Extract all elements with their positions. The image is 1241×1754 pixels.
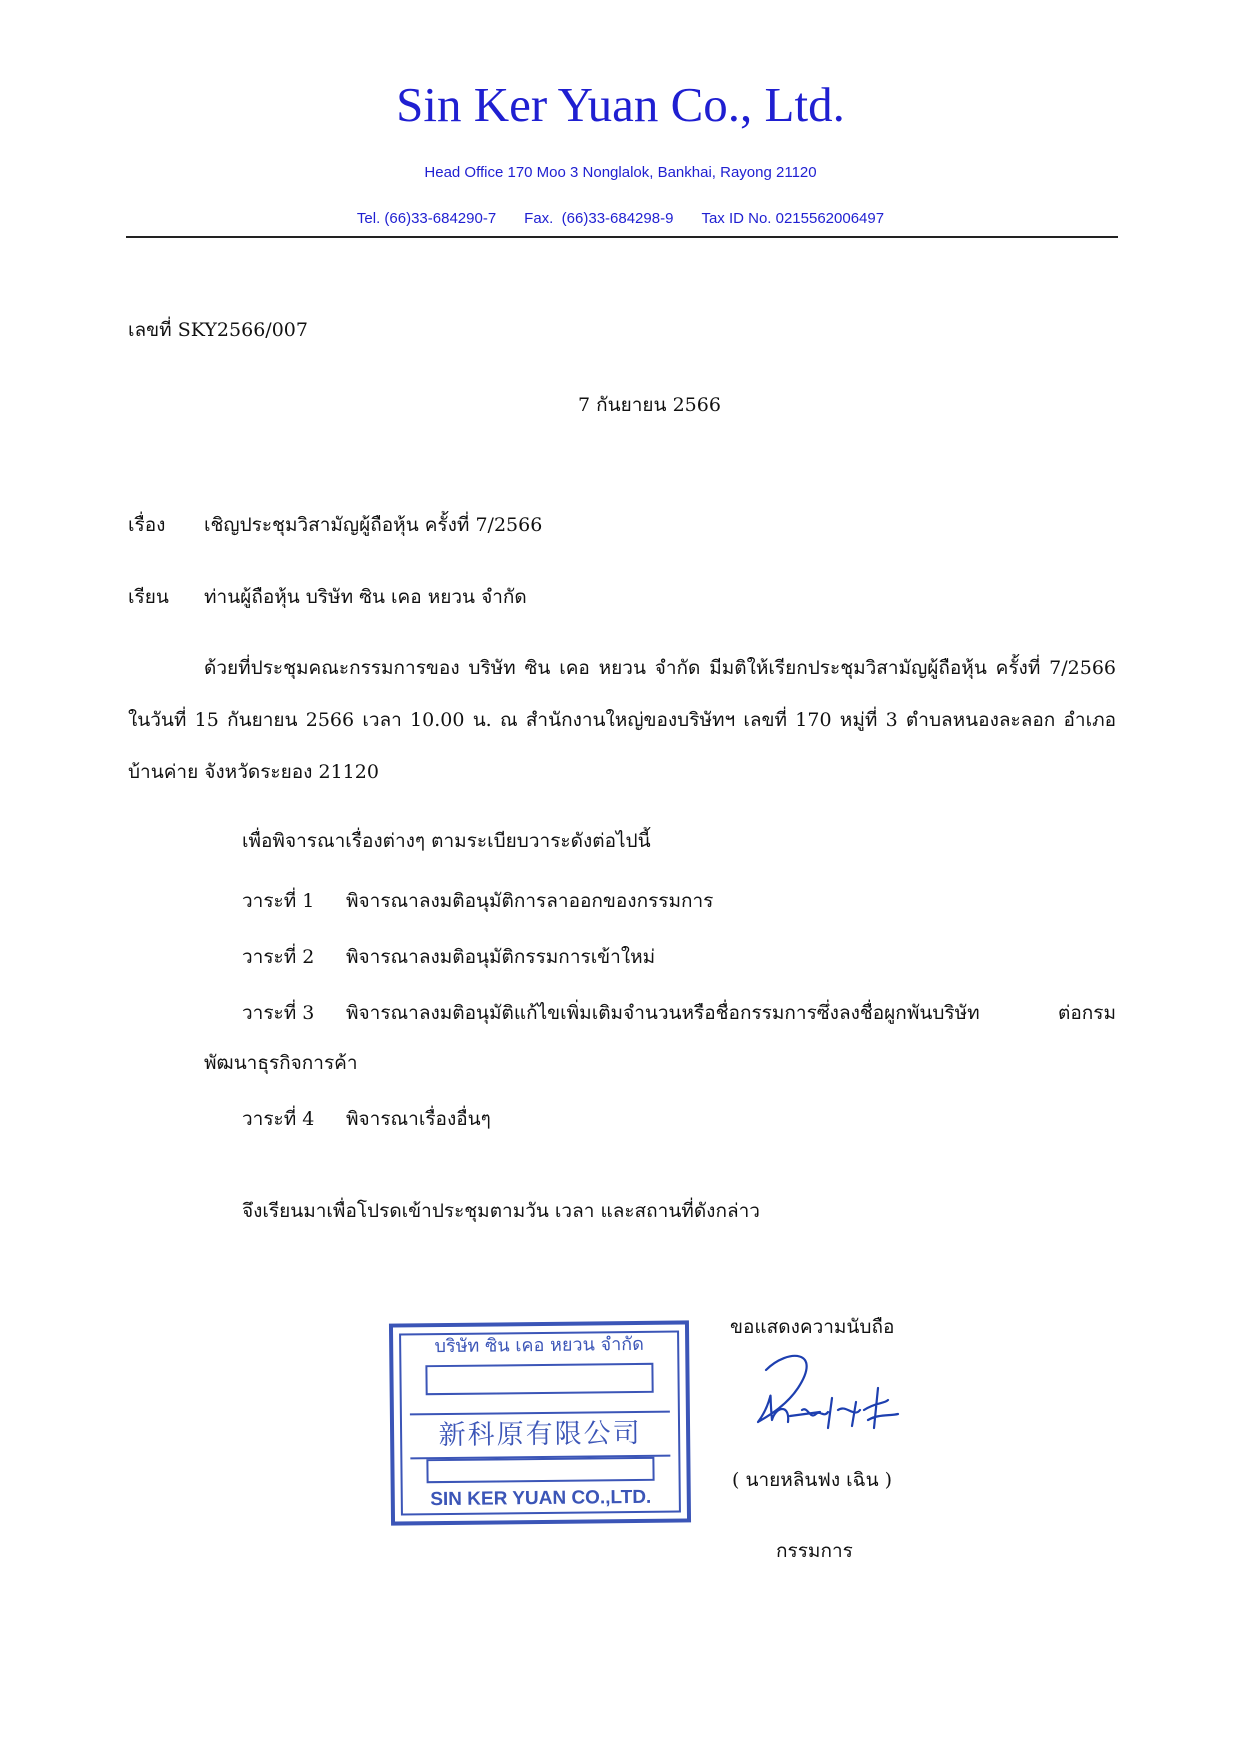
agenda-text-2: พิจารณาลงมติอนุมัติกรรมการเข้าใหม่ xyxy=(346,946,656,968)
signatory-name: ( นายหลินฟง เฉิน ) xyxy=(732,1469,893,1491)
agenda-label-2: วาระที่ 2 xyxy=(242,946,315,968)
agenda-label-1: วาระที่ 1 xyxy=(242,890,315,912)
header-divider xyxy=(126,236,1118,238)
agenda-label-4: วาระที่ 4 xyxy=(242,1108,315,1130)
agenda-intro: เพื่อพิจารณาเรื่องต่างๆ ตามระเบียบวาระดังต่อไปนี้ xyxy=(242,830,651,852)
company-stamp xyxy=(389,1320,691,1525)
stamp-blank-box-bottom xyxy=(426,1457,654,1483)
agenda-label-3: วาระที่ 3 xyxy=(242,1002,315,1024)
agenda-text-3: พิจารณาลงมติอนุมัติแก้ไขเพิ่มเติมจำนวนหรือชื่อกรรมการซึ่งลงชื่อผูกพันบริษัท ต่อกรม xyxy=(346,1002,1116,1024)
letter-date: 7 กันยายน 2566 xyxy=(578,394,721,416)
stamp-english-name: SIN KER YUAN CO.,LTD. xyxy=(430,1486,652,1511)
company-address: Head Office 170 Moo 3 Nonglalok, Bankhai, Rayong 21120 xyxy=(424,164,817,181)
company-contact xyxy=(0,210,1241,227)
agenda-text-4: พิจารณาเรื่องอื่นๆ xyxy=(346,1108,491,1130)
company-name: Sin Ker Yuan Co., Ltd. xyxy=(396,77,845,132)
reference-number: เลขที่ SKY2566/007 xyxy=(128,319,308,341)
stamp-blank-box-top xyxy=(425,1363,653,1395)
regards-text: ขอแสดงความนับถือ xyxy=(730,1316,895,1338)
signatory-position: กรรมการ xyxy=(776,1540,853,1562)
closing-sentence: จึงเรียนมาเพื่อโปรดเข้าประชุมตามวัน เวลา และสถานที่ดังกล่าว xyxy=(242,1200,760,1222)
agenda-text-3-cont: พัฒนาธุรกิจการค้า xyxy=(204,1052,358,1074)
tax-id: Tax ID No. 0215562006497 xyxy=(701,210,885,227)
recipient-label: เรียน xyxy=(128,586,169,608)
recipient-text: ท่านผู้ถือหุ้น บริษัท ซิน เคอ หยวน จำกัด xyxy=(204,586,527,608)
fax-number: Fax. (66)33-684298-9 xyxy=(524,210,674,227)
stamp-thai-name: บริษัท ซิน เคอ หยวน จำกัด xyxy=(434,1333,644,1358)
handwritten-signature xyxy=(728,1348,928,1448)
stamp-chinese-name: 新科原有限公司 xyxy=(410,1411,670,1460)
subject-text: เชิญประชุมวิสามัญผู้ถือหุ้น ครั้งที่ 7/2566 xyxy=(204,514,543,536)
subject-label: เรื่อง xyxy=(128,514,166,536)
tel-number: Tel. (66)33-684290-7 xyxy=(356,210,497,227)
body-paragraph: ด้วยที่ประชุมคณะกรรมการของ บริษัท ซิน เคอ หยวน จำกัด มีมติให้เรียกประชุมวิสามัญผู้ถือหุ้น ครั้งที่ 7/2566 ในวันที่ 15 กันยายน 2566 เวลา 10.00 น. ณ สำนักงานใหญ่ของบริษัทฯ เลขที่ 170 หมู่ที่ 3 ตำบลหนองละลอก อำเภอบ้านค่าย จังหวัดระยอง 21120 xyxy=(128,657,1116,783)
agenda-text-1: พิจารณาลงมติอนุมัติการลาออกของกรรมการ xyxy=(346,890,714,912)
